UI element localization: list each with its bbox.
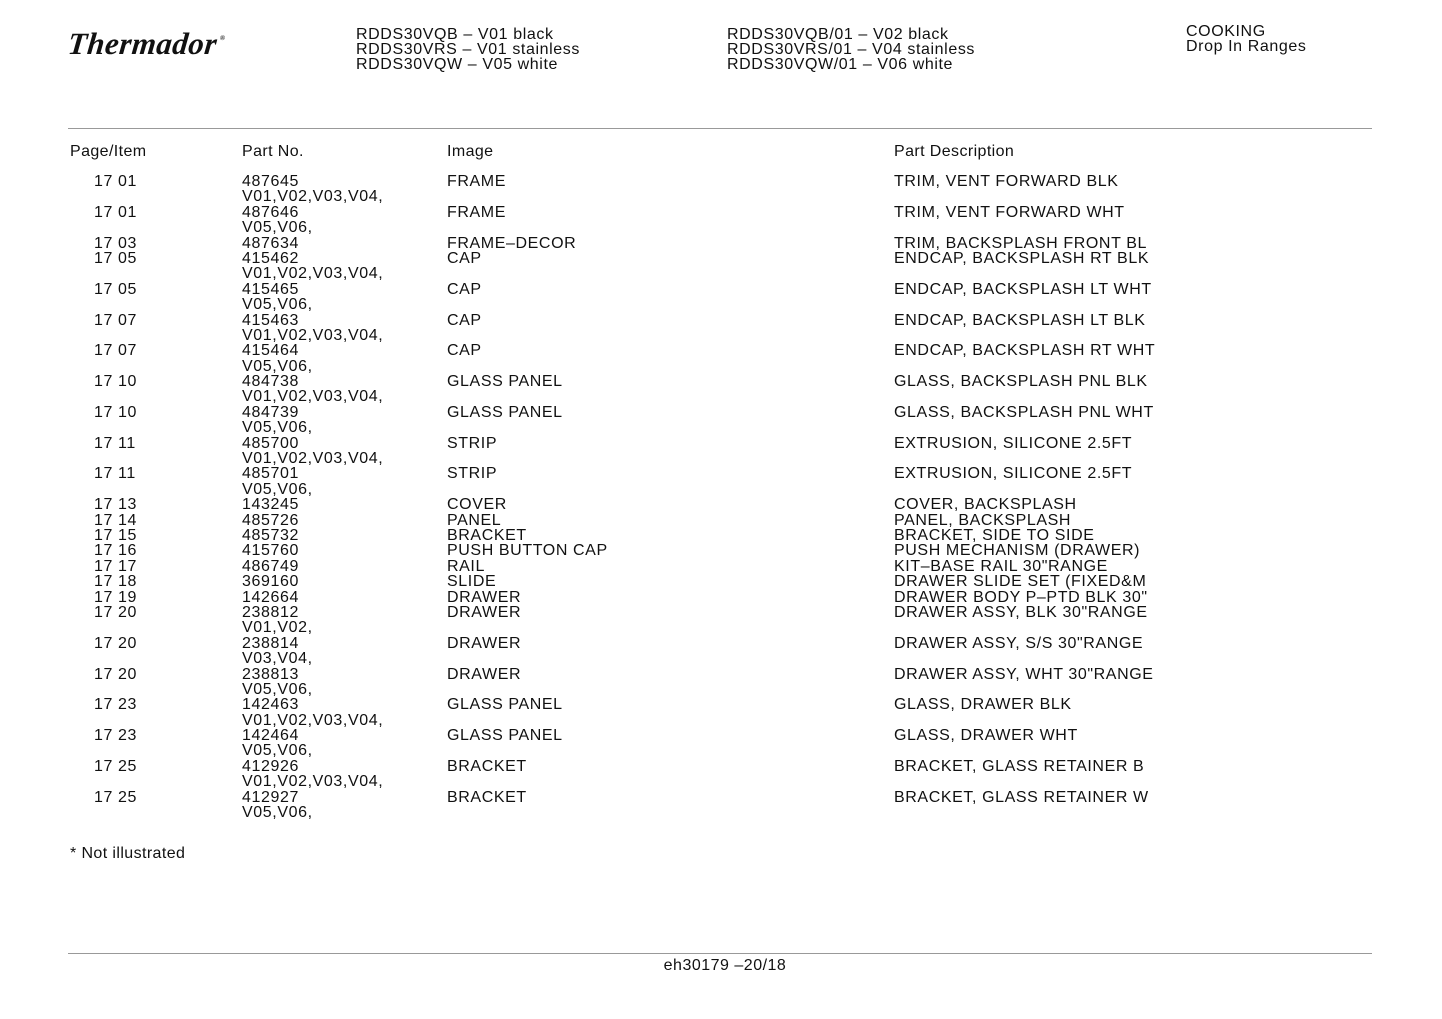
table-row xyxy=(0,405,1442,420)
cell-description: DRAWER ASSY, BLK 30"RANGE xyxy=(894,603,1148,621)
table-row xyxy=(0,528,1442,543)
cell-page-item: 17 05 xyxy=(94,280,138,298)
cell-image: PANEL xyxy=(447,511,502,529)
cell-part-no: 484738 xyxy=(242,373,299,391)
cell-page-item: 17 14 xyxy=(94,511,138,529)
cell-part-no: V05,V06, xyxy=(242,742,313,760)
table-row xyxy=(0,374,1442,389)
table-row xyxy=(0,297,1442,312)
cell-page-item: 17 11 xyxy=(94,465,136,483)
cell-part-no: V05,V06, xyxy=(242,296,313,314)
cell-part-no: V01,V02,V03,V04, xyxy=(242,388,384,406)
cell-image: DRAWER xyxy=(447,588,522,606)
cell-part-no: 415760 xyxy=(242,542,299,560)
cell-page-item: 17 01 xyxy=(94,203,138,221)
table-row xyxy=(0,590,1442,605)
cell-part-no: V01,V02,V03,V04, xyxy=(242,265,384,283)
cell-description: TRIM, VENT FORWARD WHT xyxy=(894,203,1125,221)
cell-part-no: 487645 xyxy=(242,173,299,190)
document-id: eh30179 –20/18 xyxy=(663,957,787,974)
cell-page-item: 17 25 xyxy=(94,757,138,775)
cell-description: COVER, BACKSPLASH xyxy=(894,496,1077,514)
category-line: Drop In Ranges xyxy=(1186,38,1307,55)
cell-part-no: 143245 xyxy=(242,496,299,514)
cell-part-no: V01,V02,V03,V04, xyxy=(242,188,384,206)
trademark-symbol: ® xyxy=(219,34,226,42)
model-line: RDDS30VRS – V01 stainless xyxy=(356,41,580,58)
footnote: * Not illustrated xyxy=(70,845,186,862)
cell-part-no: 369160 xyxy=(242,573,299,591)
model-line: RDDS30VQW/01 – V06 white xyxy=(727,56,954,73)
cell-image: DRAWER xyxy=(447,665,522,683)
table-row xyxy=(0,743,1442,758)
cell-part-no: 485700 xyxy=(242,434,299,452)
cell-image: FRAME–DECOR xyxy=(447,234,577,252)
column-header-description: Part Description xyxy=(894,143,1015,160)
cell-image: COVER xyxy=(447,496,507,514)
cell-part-no: 238813 xyxy=(242,665,299,683)
cell-part-no: 486749 xyxy=(242,557,299,575)
cell-page-item: 17 03 xyxy=(94,234,138,252)
cell-part-no: V05,V06, xyxy=(242,419,313,437)
table-row xyxy=(0,236,1442,251)
cell-page-item: 17 15 xyxy=(94,526,138,544)
parts-table xyxy=(0,174,1442,820)
cell-image: STRIP xyxy=(447,434,498,452)
cell-part-no: 415464 xyxy=(242,342,299,360)
cell-description: DRAWER SLIDE SET (FIXED&M xyxy=(894,573,1147,591)
cell-part-no: V01,V02,V03,V04, xyxy=(242,773,384,791)
table-row xyxy=(0,497,1442,512)
cell-page-item: 17 01 xyxy=(94,173,138,190)
cell-image: SLIDE xyxy=(447,573,497,591)
table-row xyxy=(0,359,1442,374)
cell-description: PUSH MECHANISM (DRAWER) xyxy=(894,542,1141,560)
model-line: RDDS30VQB/01 – V02 black xyxy=(727,26,949,43)
table-row xyxy=(0,636,1442,651)
table-row xyxy=(0,713,1442,728)
table-row xyxy=(0,559,1442,574)
table-row xyxy=(0,313,1442,328)
cell-description: ENDCAP, BACKSPLASH RT WHT xyxy=(894,342,1156,360)
table-row xyxy=(0,728,1442,743)
table-row xyxy=(0,174,1442,189)
cell-image: BRACKET xyxy=(447,526,527,544)
cell-part-no: 142664 xyxy=(242,588,299,606)
cell-page-item: 17 11 xyxy=(94,434,136,452)
cell-page-item: 17 10 xyxy=(94,403,138,421)
table-row xyxy=(0,389,1442,404)
column-header-page-item: Page/Item xyxy=(70,143,147,160)
table-row xyxy=(0,251,1442,266)
table-row xyxy=(0,667,1442,682)
header-divider xyxy=(68,128,1372,129)
cell-page-item: 17 17 xyxy=(94,557,138,575)
column-header-part-no: Part No. xyxy=(242,143,304,160)
cell-part-no: 238814 xyxy=(242,634,299,652)
cell-part-no: V01,V02, xyxy=(242,619,313,637)
cell-part-no: 142464 xyxy=(242,727,299,745)
cell-description: GLASS, BACKSPLASH PNL BLK xyxy=(894,373,1148,391)
cell-description: ENDCAP, BACKSPLASH LT WHT xyxy=(894,280,1152,298)
cell-page-item: 17 13 xyxy=(94,496,138,514)
cell-image: STRIP xyxy=(447,465,498,483)
cell-part-no: V03,V04, xyxy=(242,650,313,668)
table-row xyxy=(0,605,1442,620)
cell-description: BRACKET, GLASS RETAINER W xyxy=(894,788,1149,806)
cell-description: EXTRUSION, SILICONE 2.5FT xyxy=(894,434,1133,452)
cell-part-no: 142463 xyxy=(242,696,299,714)
cell-part-no: V01,V02,V03,V04, xyxy=(242,711,384,729)
cell-image: GLASS PANEL xyxy=(447,373,563,391)
table-row xyxy=(0,220,1442,235)
table-row xyxy=(0,282,1442,297)
cell-page-item: 17 10 xyxy=(94,373,138,391)
table-row xyxy=(0,790,1442,805)
table-row xyxy=(0,451,1442,466)
cell-part-no: V01,V02,V03,V04, xyxy=(242,450,384,468)
cell-part-no: V05,V06, xyxy=(242,480,313,498)
cell-page-item: 17 18 xyxy=(94,573,138,591)
table-row xyxy=(0,189,1442,204)
cell-description: TRIM, VENT FORWARD BLK xyxy=(894,173,1119,190)
cell-part-no: 485726 xyxy=(242,511,299,529)
cell-page-item: 17 25 xyxy=(94,788,138,806)
cell-image: GLASS PANEL xyxy=(447,727,563,745)
cell-image: GLASS PANEL xyxy=(447,403,563,421)
cell-description: DRAWER ASSY, S/S 30"RANGE xyxy=(894,634,1144,652)
cell-part-no: V05,V06, xyxy=(242,357,313,375)
cell-part-no: 415462 xyxy=(242,249,299,267)
table-row xyxy=(0,805,1442,820)
model-list-right xyxy=(727,27,975,72)
table-row xyxy=(0,205,1442,220)
cell-part-no: 412926 xyxy=(242,757,299,775)
cell-image: GLASS PANEL xyxy=(447,696,563,714)
cell-part-no: V05,V06, xyxy=(242,219,313,237)
cell-page-item: 17 07 xyxy=(94,342,138,360)
cell-page-item: 17 07 xyxy=(94,311,138,329)
cell-page-item: 17 20 xyxy=(94,603,138,621)
cell-image: FRAME xyxy=(447,203,506,221)
cell-image: BRACKET xyxy=(447,757,527,775)
table-row xyxy=(0,420,1442,435)
cell-page-item: 17 16 xyxy=(94,542,138,560)
column-header-image: Image xyxy=(447,143,494,160)
cell-description: KIT–BASE RAIL 30"RANGE xyxy=(894,557,1108,575)
cell-description: DRAWER ASSY, WHT 30"RANGE xyxy=(894,665,1154,683)
brand-name: Thermador xyxy=(66,26,220,61)
table-row xyxy=(0,436,1442,451)
cell-description: GLASS, BACKSPLASH PNL WHT xyxy=(894,403,1154,421)
table-row xyxy=(0,574,1442,589)
table-row xyxy=(0,266,1442,281)
table-row xyxy=(0,620,1442,635)
cell-part-no: 484739 xyxy=(242,403,299,421)
cell-page-item: 17 19 xyxy=(94,588,138,606)
cell-part-no: 487646 xyxy=(242,203,299,221)
model-line: RDDS30VQW – V05 white xyxy=(356,56,559,73)
cell-description: BRACKET, SIDE TO SIDE xyxy=(894,526,1095,544)
cell-description: TRIM, BACKSPLASH FRONT BL xyxy=(894,234,1147,252)
model-line: RDDS30VRS/01 – V04 stainless xyxy=(727,41,976,58)
cell-part-no: 238812 xyxy=(242,603,299,621)
table-row xyxy=(0,759,1442,774)
cell-part-no: 485701 xyxy=(242,465,299,483)
page-footer xyxy=(0,957,1442,975)
cell-page-item: 17 23 xyxy=(94,696,138,714)
brand-logo xyxy=(66,26,225,62)
cell-image: CAP xyxy=(447,342,482,360)
cell-image: CAP xyxy=(447,280,482,298)
category-line: COOKING xyxy=(1186,23,1266,40)
cell-image: RAIL xyxy=(447,557,485,575)
cell-page-item: 17 20 xyxy=(94,634,138,652)
table-row xyxy=(0,682,1442,697)
cell-image: BRACKET xyxy=(447,788,527,806)
cell-description: DRAWER BODY P–PTD BLK 30" xyxy=(894,588,1148,606)
cell-image: CAP xyxy=(447,249,482,267)
table-row xyxy=(0,543,1442,558)
cell-page-item: 17 23 xyxy=(94,727,138,745)
cell-part-no: V05,V06, xyxy=(242,680,313,698)
category-label xyxy=(1186,24,1306,54)
table-row xyxy=(0,513,1442,528)
cell-image: DRAWER xyxy=(447,603,522,621)
model-list-left xyxy=(356,27,580,72)
cell-description: ENDCAP, BACKSPLASH LT BLK xyxy=(894,311,1146,329)
cell-description: GLASS, DRAWER BLK xyxy=(894,696,1072,714)
cell-part-no: 415463 xyxy=(242,311,299,329)
cell-image: PUSH BUTTON CAP xyxy=(447,542,608,560)
cell-part-no: 412927 xyxy=(242,788,299,806)
cell-image: CAP xyxy=(447,311,482,329)
cell-description: EXTRUSION, SILICONE 2.5FT xyxy=(894,465,1133,483)
model-line: RDDS30VQB – V01 black xyxy=(356,26,554,43)
cell-part-no: 415465 xyxy=(242,280,299,298)
cell-description: PANEL, BACKSPLASH xyxy=(894,511,1072,529)
table-row xyxy=(0,651,1442,666)
cell-page-item: 17 05 xyxy=(94,249,138,267)
table-row xyxy=(0,466,1442,481)
table-row xyxy=(0,482,1442,497)
table-row xyxy=(0,697,1442,712)
cell-image: DRAWER xyxy=(447,634,522,652)
cell-description: BRACKET, GLASS RETAINER B xyxy=(894,757,1145,775)
cell-part-no: 487634 xyxy=(242,234,299,252)
table-row xyxy=(0,343,1442,358)
cell-description: ENDCAP, BACKSPLASH RT BLK xyxy=(894,249,1150,267)
cell-part-no: 485732 xyxy=(242,526,299,544)
table-row xyxy=(0,774,1442,789)
cell-part-no: V05,V06, xyxy=(242,804,313,822)
cell-page-item: 17 20 xyxy=(94,665,138,683)
cell-description: GLASS, DRAWER WHT xyxy=(894,727,1078,745)
cell-image: FRAME xyxy=(447,173,506,190)
cell-part-no: V01,V02,V03,V04, xyxy=(242,326,384,344)
table-row xyxy=(0,328,1442,343)
footer-divider xyxy=(68,953,1372,954)
